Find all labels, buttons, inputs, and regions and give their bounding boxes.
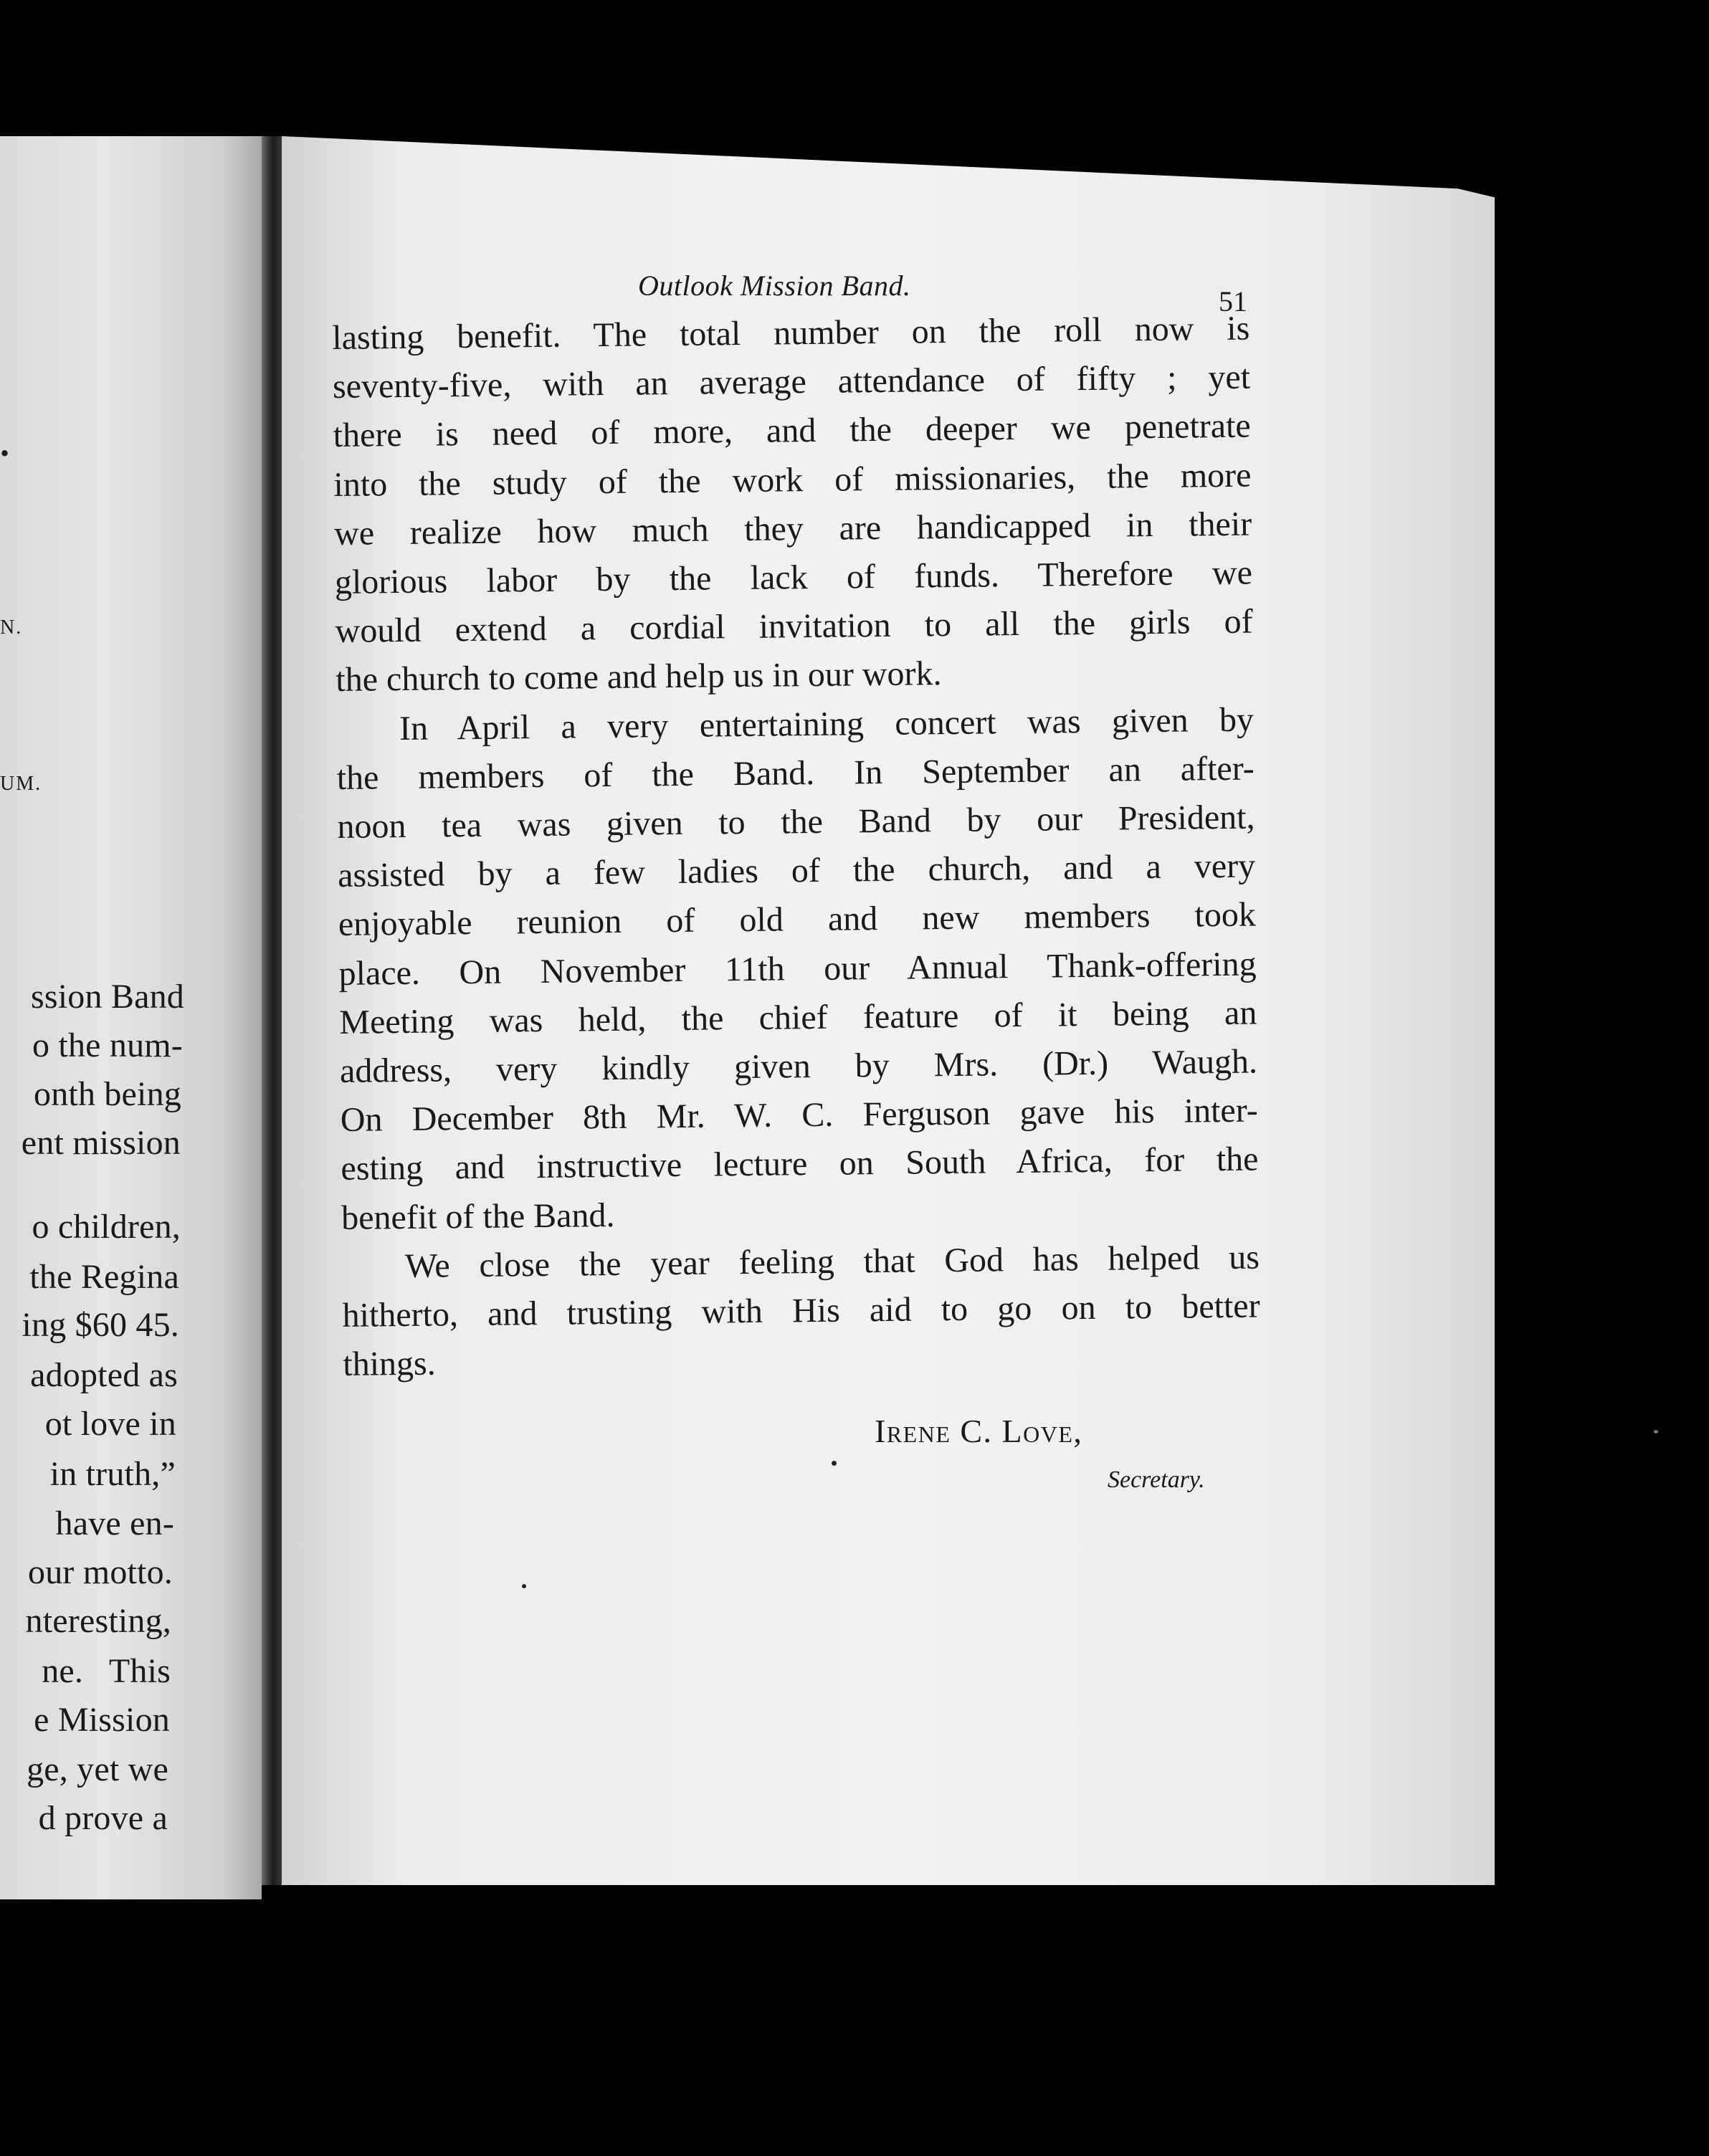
- text-line: would extend a cordial invitation to all the girls of: [335, 602, 1253, 651]
- text-line: Meeting was held, the chief feature of it being an: [339, 993, 1257, 1041]
- page-body-text: [332, 305, 1261, 1390]
- text-line: noon tea was given to the Band by our President,: [337, 798, 1255, 846]
- left-page-line: adopted as: [30, 1356, 178, 1394]
- signature-title: Secretary.: [1108, 1466, 1205, 1493]
- text-line: lasting benefit. The total number on the roll now is: [332, 309, 1250, 357]
- previous-page: [0, 136, 262, 1899]
- left-page-line: ing $60 45.: [22, 1306, 179, 1344]
- text-line: seventy-five, with an average attendance of fifty ; yet: [332, 358, 1251, 406]
- print-speck: [832, 1461, 837, 1466]
- text-line: On December 8th Mr. W. C. Ferguson gave his inter-: [340, 1091, 1258, 1140]
- left-page-line: ent mission: [21, 1124, 181, 1162]
- text-line: we realize how much they are handicapped in their: [333, 505, 1252, 553]
- text-line: place. On November 11th our Annual Thank-offering: [338, 945, 1257, 993]
- text-line: glorious labor by the lack of funds. Therefore we: [334, 553, 1253, 601]
- left-page-line: o children,: [32, 1208, 181, 1246]
- signature-name: Irene C. Love,: [875, 1413, 1083, 1449]
- text-line: esting and instructive lecture on South Africa, for the: [341, 1140, 1259, 1188]
- left-page-line: ot love in: [44, 1405, 176, 1443]
- left-page-line: our motto.: [28, 1553, 173, 1591]
- left-page-line: d prove a: [38, 1799, 168, 1837]
- book-gutter: [262, 136, 282, 1885]
- left-page-line: nteresting,: [25, 1602, 171, 1640]
- text-line: assisted by a few ladies of the church, and a very: [337, 846, 1256, 895]
- text-line: In April a very entertaining concert was given by: [399, 700, 1255, 748]
- left-page-line: ne. This: [42, 1652, 171, 1690]
- text-line: things.: [343, 1344, 436, 1384]
- left-page-line: ge, yet we: [27, 1750, 168, 1788]
- left-page-line: in truth,”: [49, 1455, 176, 1493]
- text-line: enjoyable reunion of old and new members took: [338, 895, 1257, 944]
- left-page-line: o the num-: [32, 1026, 183, 1064]
- text-line: hitherto, and trusting with His aid to go on to better: [342, 1287, 1260, 1335]
- print-speck: [522, 1584, 526, 1588]
- running-head: Outlook Mission Band.: [638, 270, 911, 302]
- text-line: the members of the Band. In September an after-: [336, 749, 1255, 797]
- left-page-line: have en-: [55, 1504, 174, 1542]
- left-page-line: e Mission: [34, 1701, 170, 1739]
- left-page-line: onth being: [34, 1075, 181, 1113]
- text-line: the church to come and help us in our work.: [335, 654, 942, 700]
- page-number: 51: [1219, 285, 1247, 318]
- text-line: into the study of the work of missionaries, the more: [333, 456, 1252, 504]
- left-page-line: the Regina: [29, 1258, 179, 1296]
- left-page-bullet: .: [0, 424, 9, 464]
- left-page-fragment-mark: N.: [0, 616, 23, 639]
- left-page-fragment-mark: UM.: [0, 773, 42, 795]
- text-line: We close the year feeling that God has helped us: [404, 1238, 1260, 1285]
- print-speck: [1654, 1430, 1658, 1434]
- text-line: address, very kindly given by Mrs. (Dr.) Waugh.: [339, 1042, 1258, 1090]
- text-line: there is need of more, and the deeper we penetrate: [333, 406, 1251, 455]
- left-page-line: ssion Band: [30, 978, 184, 1016]
- text-line: benefit of the Band.: [341, 1196, 615, 1237]
